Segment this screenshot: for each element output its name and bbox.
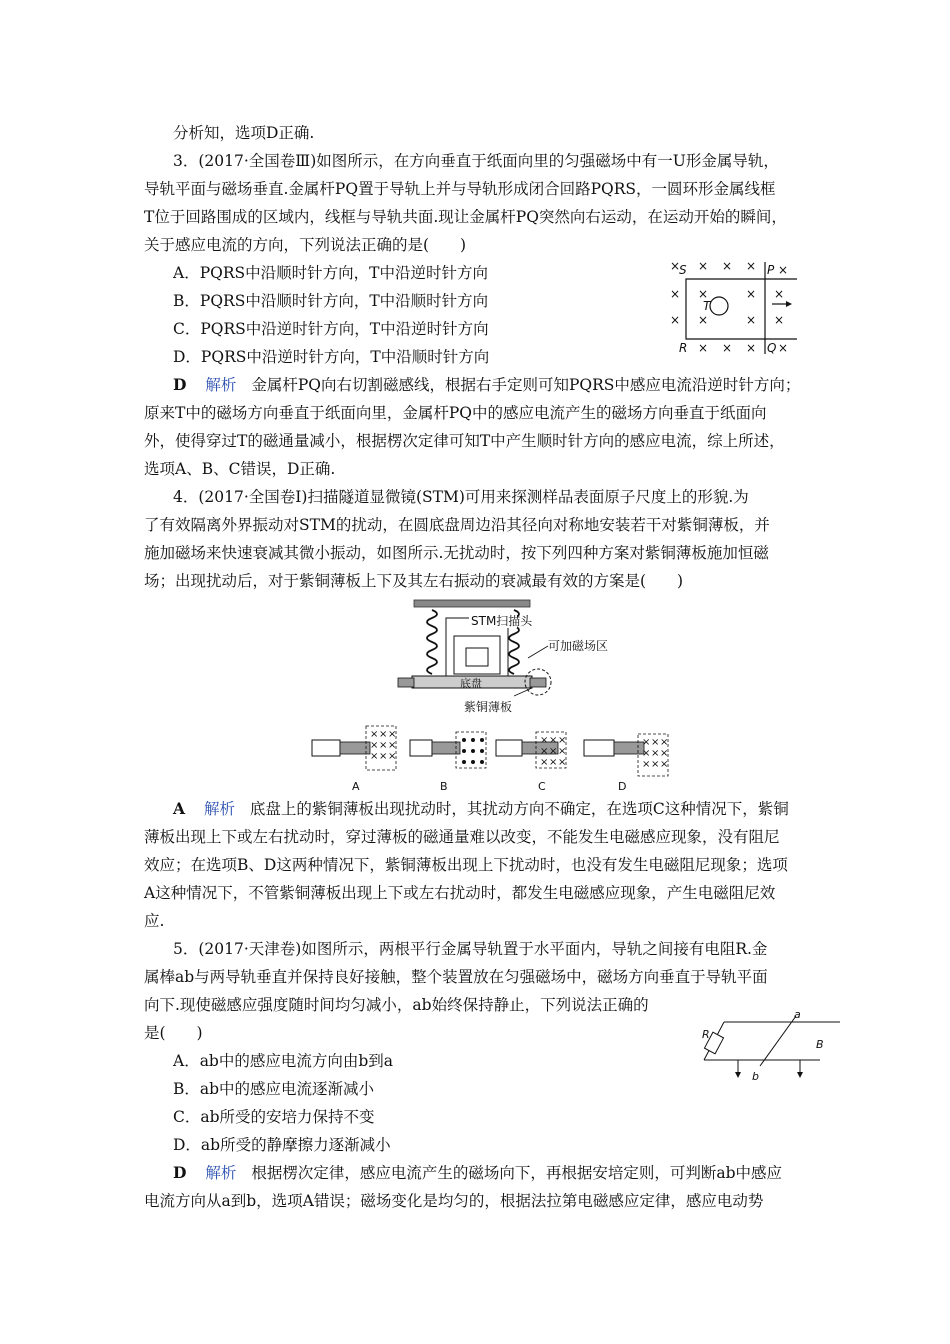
q3-analysis-line: 原来T中的磁场方向垂直于纸面向里，金属杆PQ中的感应电流产生的磁场方向垂直于纸面向 [144, 404, 767, 422]
option-arm [584, 740, 614, 756]
plate-leader-line [514, 688, 532, 696]
field-cross-mark: × [746, 259, 757, 273]
q3-stem-line: 3．(2017·全国卷Ⅲ)如图所示，在方向垂直于纸面向里的匀强磁场中有一U形金属导轨， [173, 152, 779, 170]
q3-stem-line: 关于感应电流的方向，下列说法正确的是( ) [144, 236, 467, 254]
q4-stem-line: 场；出现扰动后，对于紫铜薄板上下及其左右振动的衰减最有效的方案是( ) [144, 572, 684, 590]
label-t: T [703, 299, 711, 313]
option-dot-mark [471, 738, 475, 742]
label-s: S [679, 263, 687, 277]
option-cross-mark: × [379, 740, 388, 751]
q3-stem-line: T位于回路围成的区域内，线框与导轨共面.现让金属杆PQ突然向右运动，在运动开始的瞬间， [144, 208, 787, 226]
field-cross-mark: × [778, 341, 789, 355]
option-cross-mark: × [558, 757, 567, 768]
copper-plate-label: 紫铜薄板 [464, 700, 513, 714]
option-dot-mark [471, 749, 475, 753]
q3-option-b: B．PQRS中沿顺时针方向，T中沿顺时针方向 [173, 292, 489, 310]
field-cross-mark: × [722, 341, 733, 355]
option-dot-mark [462, 749, 466, 753]
field-cross-mark: × [670, 313, 681, 327]
q5-option-c: C．ab所受的安培力保持不变 [173, 1108, 375, 1126]
q4-figure-stm [392, 598, 609, 720]
q5-answer: D [173, 1163, 187, 1182]
q4-analysis-line: A这种情况下，不管紫铜薄板出现上下或左右扰动时，都发生电磁感应现象，产生电磁阻尼效 [144, 884, 776, 902]
option-cross-mark: × [549, 746, 558, 757]
q4-analysis-tag: 解析 [203, 800, 235, 818]
option-cross-mark: × [388, 751, 397, 762]
field-cross-mark: × [670, 287, 681, 301]
option-cross-mark: × [370, 751, 379, 762]
label-p: P [767, 263, 775, 277]
option-dot-mark [480, 738, 484, 742]
field-cross-mark: × [698, 287, 709, 301]
motion-arrow-head [786, 301, 792, 307]
option-dot-mark [480, 760, 484, 764]
q5-option-d: D．ab所受的静摩擦力逐渐减小 [173, 1136, 391, 1154]
field-arrowhead-left [735, 1072, 741, 1078]
option-dot-mark [480, 749, 484, 753]
field-cross-mark: × [698, 341, 709, 355]
field-cross-mark: × [722, 259, 733, 273]
option-cross-mark: × [651, 748, 660, 759]
q4-analysis-line [173, 799, 789, 819]
field-arrowhead-right [797, 1072, 803, 1078]
q4-stem-line: 4．(2017·全国卷Ⅰ)扫描隧道显微镜(STM)可用来探测样品表面原子尺度上的形貌.为 [173, 488, 749, 506]
q5-stem-line: 5．(2017·天津卷)如图所示，两根平行金属导轨置于水平面内，导轨之间接有电阻R.金 [173, 940, 768, 958]
option-cross-mark: × [370, 740, 379, 751]
option-cross-mark: × [540, 735, 549, 746]
q4-answer: A [173, 799, 186, 818]
intro-line: 分析知，选项D正确. [173, 124, 315, 142]
q5-analysis-line [173, 1163, 782, 1183]
q5-figure-rails [694, 1008, 844, 1084]
label-r: R [679, 341, 688, 355]
q3-stem-line: 导轨平面与磁场垂直.金属杆PQ置于导轨上并与导轨形成闭合回路PQRS，一圆环形金属线框 [144, 180, 776, 198]
rod-ab [760, 1016, 796, 1066]
option-cross-mark: × [651, 737, 660, 748]
q3-figure-rail-circuit [662, 254, 802, 358]
option-cross-mark: × [558, 735, 567, 746]
q4-figure-options [312, 722, 682, 794]
field-cross-mark: × [698, 259, 709, 273]
q3-analysis-text: 金属杆PQ向右切割磁感线，根据右手定则可知PQRS中感应电流沿逆时针方向； [251, 376, 801, 394]
stm-scan-head [466, 648, 488, 666]
left-copper-plate [398, 678, 414, 687]
q4-analysis-text: 底盘上的紫铜薄板出现扰动时，其扰动方向不确定，在选项C这种情况下，紫铜 [249, 800, 789, 818]
option-cross-mark: × [379, 729, 388, 740]
option-cross-mark: × [642, 737, 651, 748]
left-spring [427, 610, 437, 674]
magnetic-zone-label: 可加磁场区 [548, 639, 609, 653]
q3-answer: D [173, 375, 187, 394]
option-cross-mark: × [660, 759, 669, 770]
option-cross-mark: × [660, 748, 669, 759]
option-cross-mark: × [660, 737, 669, 748]
label-a: a [794, 1008, 801, 1021]
q5-analysis-line: 电流方向从a到b，选项A错误；磁场变化是均匀的，根据法拉第电磁感应定律，感应电动势 [144, 1192, 764, 1210]
q3-analysis-line: 选项A、B、C错误，D正确. [144, 460, 336, 478]
option-copper-plate [614, 742, 644, 754]
option-label-c: C [538, 780, 546, 793]
q5-stem-line: 是( ) [144, 1024, 203, 1042]
q3-option-a: A．PQRS中沿顺时针方向，T中沿逆时针方向 [173, 264, 488, 282]
option-arm [410, 740, 432, 756]
q3-option-c: C．PQRS中沿逆时针方向，T中沿逆时针方向 [173, 320, 489, 338]
base-label: 底盘 [460, 677, 482, 690]
label-b-field: B [816, 1038, 824, 1051]
option-label-b: B [440, 780, 448, 793]
option-cross-mark: × [370, 729, 379, 740]
field-cross-mark: × [746, 287, 757, 301]
option-cross-mark: × [388, 740, 397, 751]
q3-option-d: D．PQRS中沿逆时针方向，T中沿顺时针方向 [173, 348, 490, 366]
q3-analysis-line [173, 375, 800, 395]
right-copper-plate [530, 678, 546, 687]
option-arm [496, 740, 522, 756]
label-b-lower: b [752, 1070, 759, 1083]
option-cross-mark: × [379, 751, 388, 762]
q4-analysis-line: 薄板出现上下或左右扰动时，穿过薄板的磁通量难以改变，不能发生电磁感应现象，没有阻尼 [144, 828, 780, 846]
option-cross-mark: × [651, 759, 660, 770]
field-cross-mark: × [746, 313, 757, 327]
option-cross-mark: × [549, 757, 558, 768]
q3-analysis-line: 外，使得穿过T的磁通量减小，根据楞次定律可知T中产生顺时针方向的感应电流，综上所述， [144, 432, 785, 450]
option-label-a: A [352, 780, 360, 793]
q4-analysis-line: 应. [144, 912, 165, 930]
option-cross-mark: × [642, 759, 651, 770]
option-cross-mark: × [388, 729, 397, 740]
option-dot-mark [462, 760, 466, 764]
label-resistor: R [702, 1028, 710, 1041]
q5-stem-line: 向下.现使磁感应强度随时间均匀减小，ab始终保持静止，下列说法正确的 [144, 996, 649, 1014]
ring-coil-t [710, 297, 728, 315]
zone-leader-line [528, 646, 548, 658]
q5-stem-line: 属棒ab与两导轨垂直并保持良好接触，整个装置放在匀强磁场中，磁场方向垂直于导轨平面 [144, 968, 768, 986]
option-copper-plate [340, 742, 370, 754]
option-cross-mark: × [549, 735, 558, 746]
option-cross-mark: × [558, 746, 567, 757]
field-cross-mark: × [774, 287, 785, 301]
q3-analysis-tag: 解析 [205, 376, 237, 394]
q5-option-a: A．ab中的感应电流方向由b到a [173, 1052, 394, 1070]
q5-option-b: B．ab中的感应电流逐渐减小 [173, 1080, 375, 1098]
field-cross-mark: × [746, 341, 757, 355]
q4-analysis-line: 效应；在选项B、D这两种情况下，紫铜薄板出现上下扰动时，也没有发生电磁阻尼现象；选项 [144, 856, 788, 874]
option-dot-mark [471, 760, 475, 764]
option-dot-mark [462, 738, 466, 742]
field-cross-mark: × [774, 313, 785, 327]
option-cross-mark: × [540, 746, 549, 757]
q4-stem-line: 施加磁场来快速衰减其微小振动，如图所示.无扰动时，按下列四种方案对紫铜薄板施加恒磁 [144, 544, 769, 562]
option-cross-mark: × [642, 748, 651, 759]
field-cross-mark: × [670, 259, 681, 273]
option-arm [312, 740, 340, 756]
q5-analysis-tag: 解析 [205, 1164, 237, 1182]
stm-head-label: STM扫描头 [471, 614, 533, 628]
option-label-d: D [618, 780, 627, 793]
q5-analysis-text: 根据楞次定律，感应电流产生的磁场向下，再根据安培定则，可判断ab中感应 [251, 1164, 783, 1182]
stm-frame-inner [454, 636, 500, 674]
field-cross-mark: × [778, 263, 789, 277]
label-q: Q [767, 341, 777, 355]
option-cross-mark: × [540, 757, 549, 768]
top-mount-plate [414, 600, 530, 607]
q4-stem-line: 了有效隔离外界振动对STM的扰动，在圆底盘周边沿其径向对称地安装若干对紫铜薄板，并 [144, 516, 770, 534]
field-cross-mark: × [698, 313, 709, 327]
